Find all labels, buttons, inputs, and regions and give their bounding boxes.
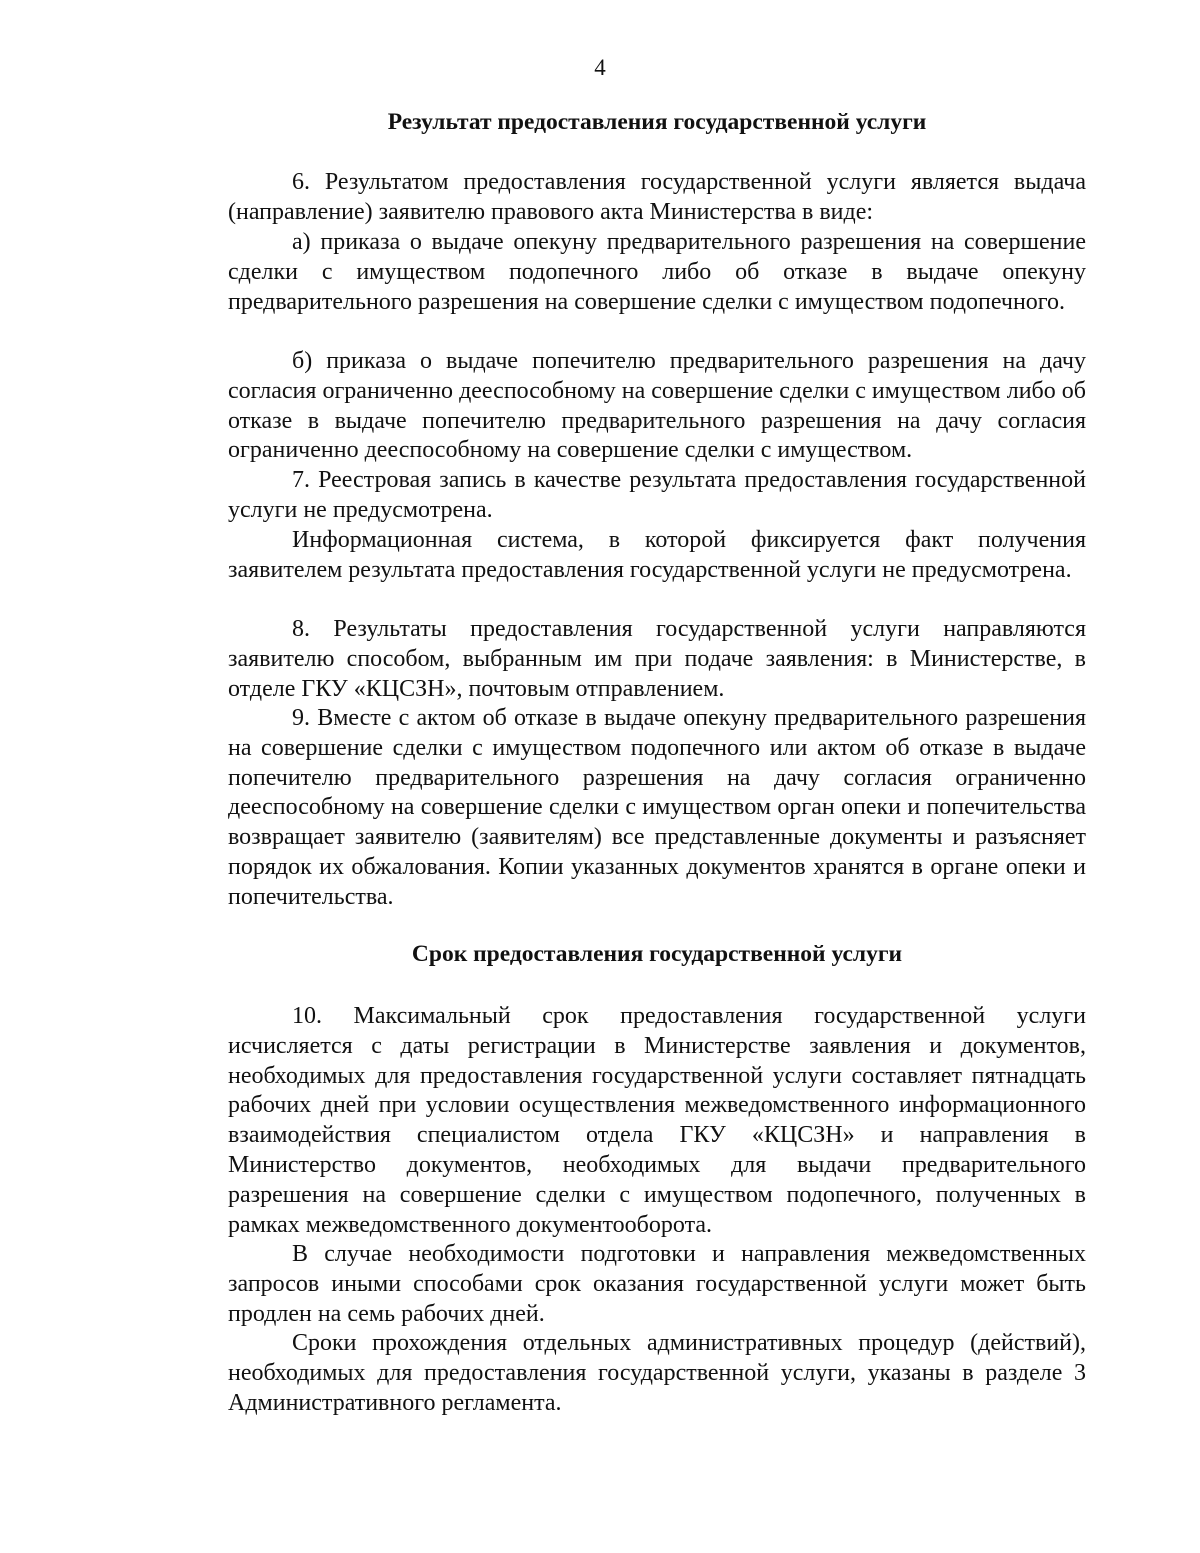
paragraph-7: 7. Реестровая запись в качестве результата предоставления государственной услуги не предусмотрена. <box>228 467 1086 523</box>
paragraph-10: 10. Максимальный срок предоставления государственной услуги исчисляется с даты регистрации в Министерстве заявления и документов, необходимых для предоставления государственной услуги составляет пятнадцать рабочих дней при условии осуществления межведомственного информационного взаимодействия специалистом отдела ГКУ «КЦСЗН» и направления в Министерство документов, необходимых для выдачи предварительного разрешения на совершение сделки с имуществом подопечного, полученных в рамках межведомственного документооборота. <box>228 1003 1086 1238</box>
page-number: 4 <box>594 55 606 80</box>
paragraph-10-procedures: Сроки прохождения отдельных административных процедур (действий), необходимых для предоставления государственной услуги, указаны в разделе 3 Административного регламента. <box>228 1330 1086 1416</box>
section-heading-term: Срок предоставления государственной услуги <box>411 941 903 967</box>
section-heading-result: Результат предоставления государственной услуги <box>387 109 927 135</box>
paragraph-7-info-system: Информационная система, в которой фиксируется факт получения заявителем результата предоставления государственной услуги не предусмотрена. <box>228 527 1086 583</box>
paragraph-6a: а) приказа о выдаче опекуну предварительного разрешения на совершение сделки с имуществом подопечного либо об отказе в выдаче опекуну предварительного разрешения на совершение сделки с имуществом подопечного. <box>228 229 1086 315</box>
paragraph-10-extension: В случае необходимости подготовки и направления межведомственных запросов иными способами срок оказания государственной услуги может быть продлен на семь рабочих дней. <box>228 1241 1086 1327</box>
paragraph-6: 6. Результатом предоставления государственной услуги является выдача (направление) заявителю правового акта Министерства в виде: <box>228 169 1086 225</box>
paragraph-9: 9. Вместе с актом об отказе в выдаче опекуну предварительного разрешения на совершение сделки с имуществом подопечного или актом об отказе в выдаче попечителю предварительного разрешения на дачу согласия ограниченно дееспособному на совершение сделки с имуществом орган опеки и попечительства возвращает заявителю (заявителям) все представленные документы и разъясняет порядок их обжалования. Копии указанных документов хранятся в органе опеки и попечительства. <box>228 705 1086 910</box>
paragraph-8: 8. Результаты предоставления государственной услуги направляются заявителю способом, выбранным им при подаче заявления: в Министерстве, в отделе ГКУ «КЦСЗН», почтовым отправлением. <box>228 616 1086 702</box>
paragraph-6b: б) приказа о выдаче попечителю предварительного разрешения на дачу согласия ограниченно дееспособному на совершение сделки с имуществом либо об отказе в выдаче попечителю предварительного разрешения на дачу согласия ограниченно дееспособному на совершение сделки с имуществом. <box>228 348 1086 464</box>
